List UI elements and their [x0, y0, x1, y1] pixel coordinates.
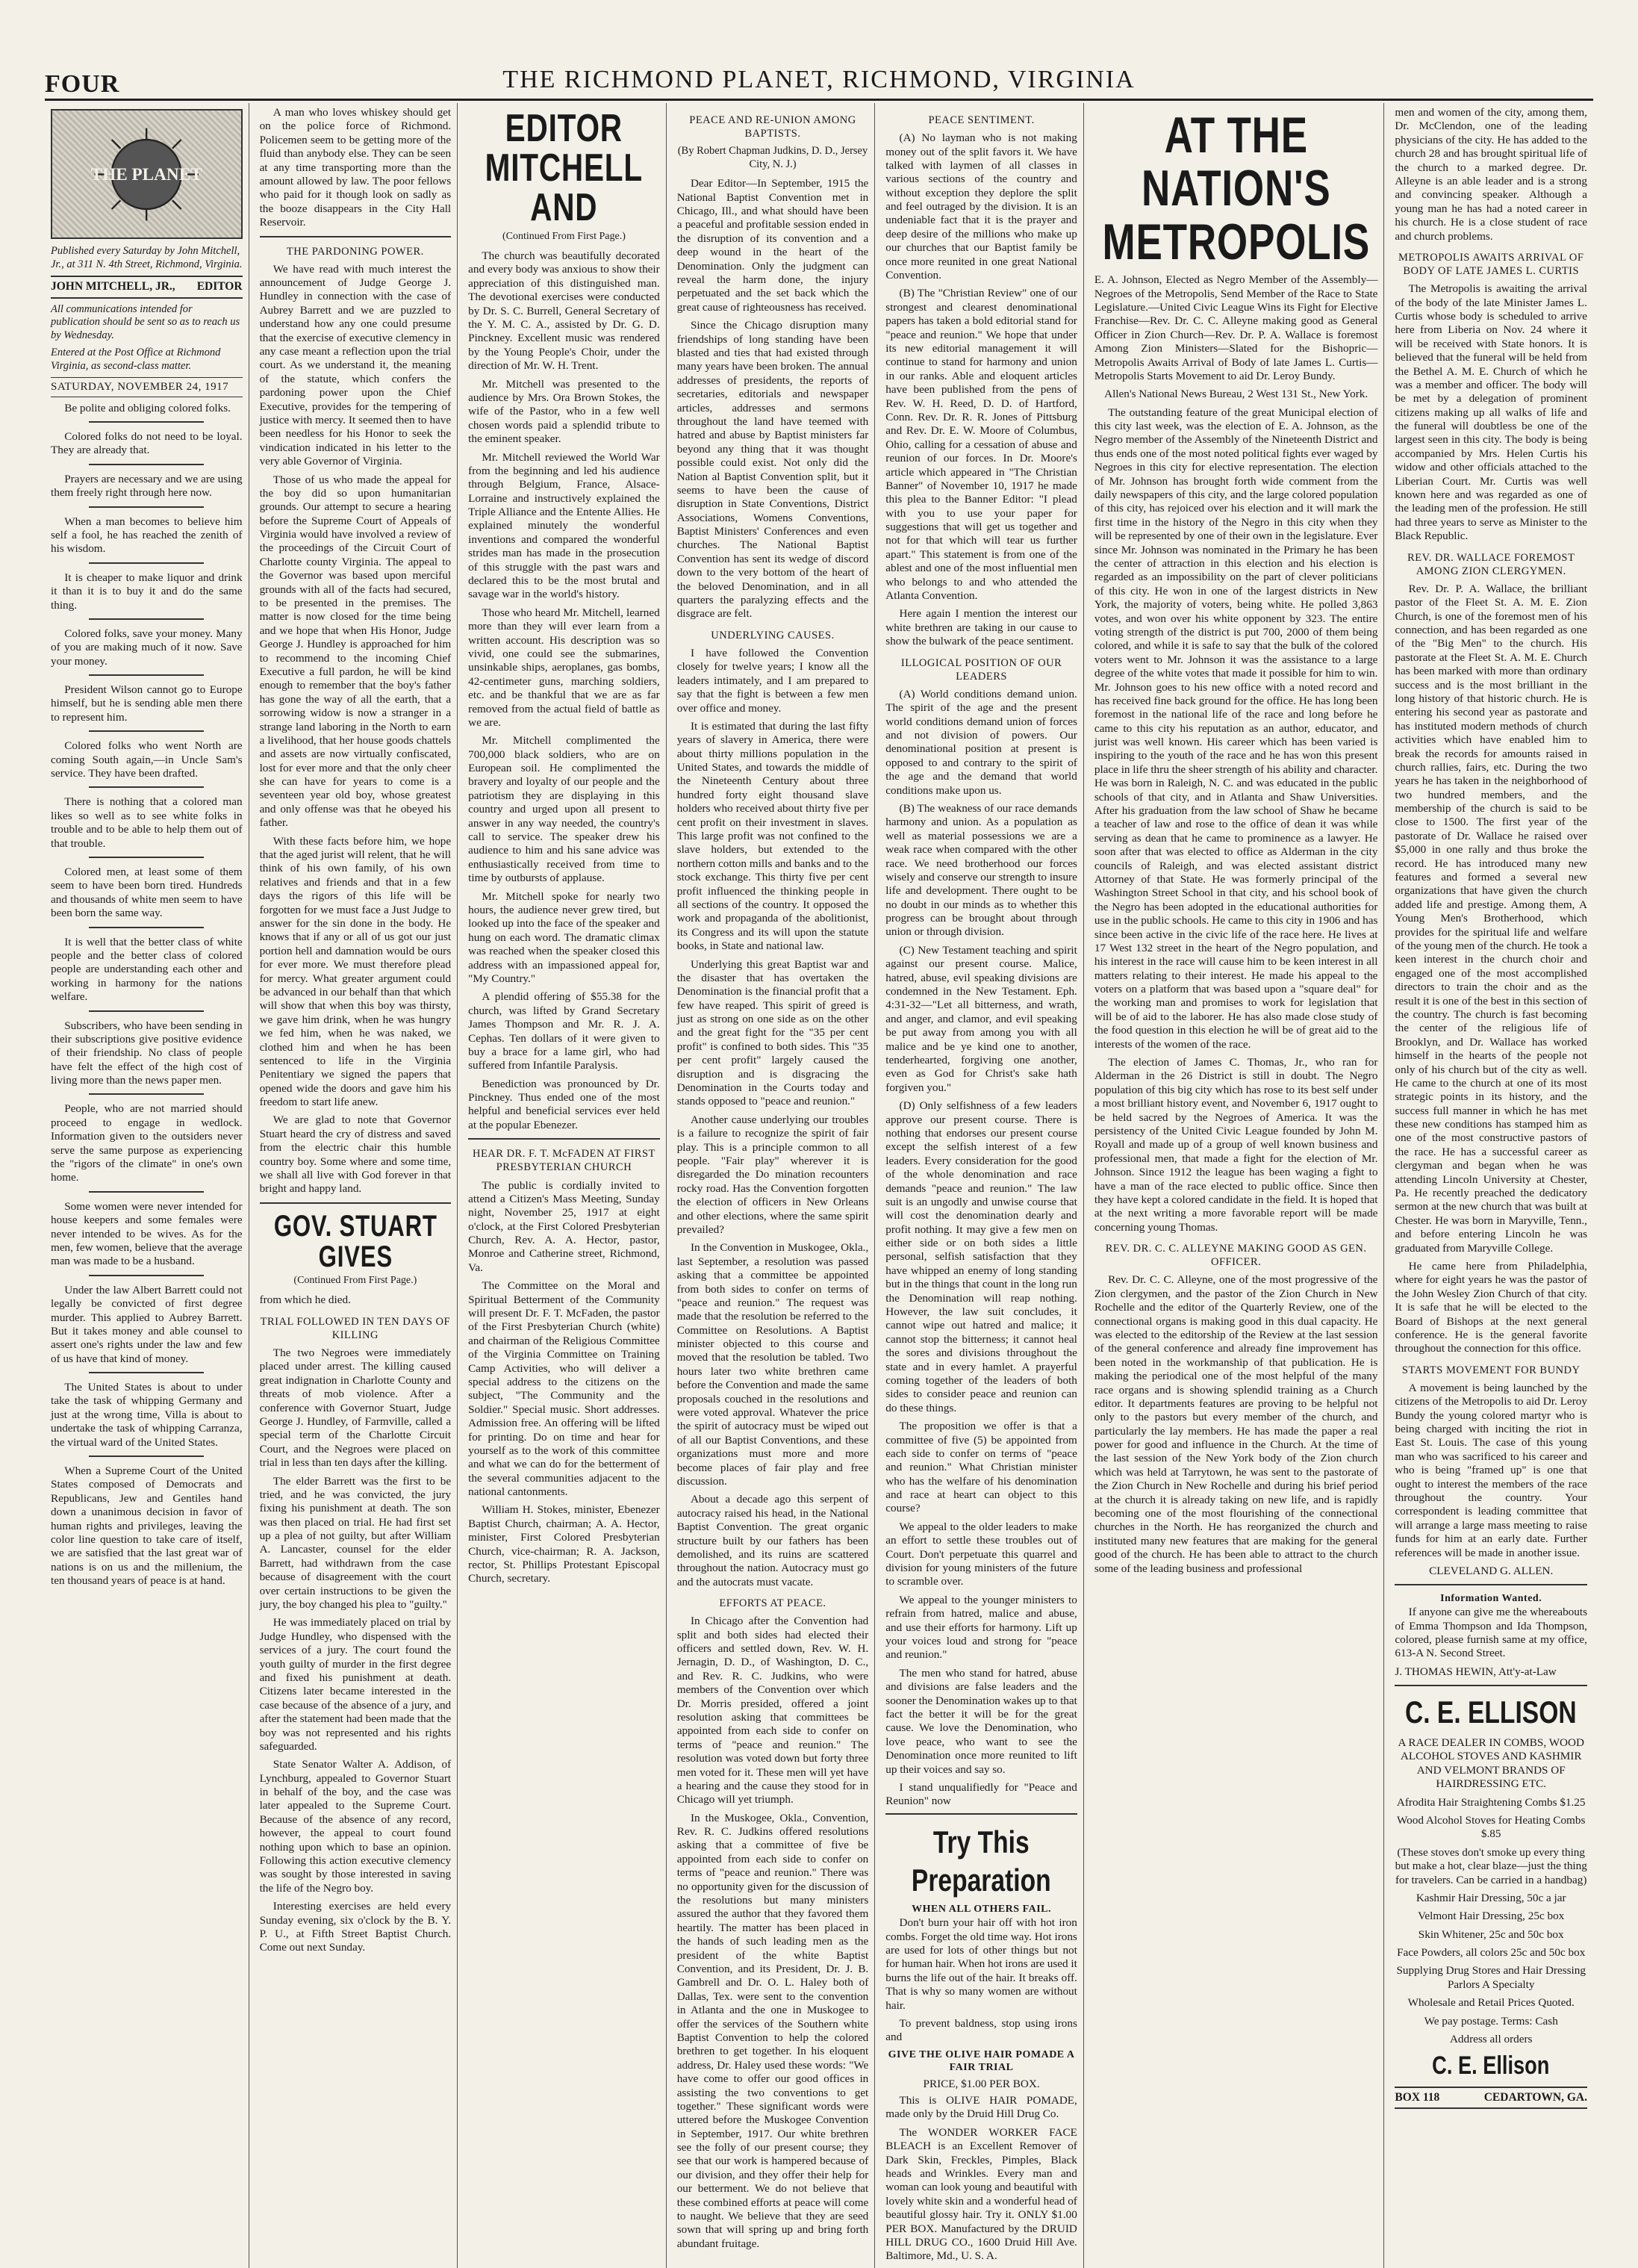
- mcfaden-heading: HEAR DR. F. T. McFADEN AT FIRST PRESBYTERIAN CHURCH: [472, 1148, 655, 1174]
- logo-text: THE PLANET: [90, 164, 202, 184]
- editorial-paragraph: Colored folks do not need to be loyal. They are already that.: [51, 430, 243, 457]
- divider: [468, 1138, 660, 1140]
- paragraph: This is OLIVE HAIR POMADE, made only by the Druid Hill Drug Co.: [885, 2094, 1077, 2121]
- metropolis-headline: AT THE NATION'S METROPOLIS: [1102, 107, 1370, 270]
- paragraph: (B) The weakness of our race demands harmony and union. As a population as well as material possessions we are a weak race when compared with the other race. We need brotherhood our forces wisely and conserve our strength to insure life and development. There ought to be no doubt in our minds as to whether this progress can be brought about through union or through division.: [885, 801, 1077, 939]
- efforts-heading: EFFORTS AT PEACE.: [719, 1597, 826, 1610]
- column-2: [254, 103, 458, 2268]
- divider: [89, 1455, 204, 1457]
- paragraph: Dear Editor—In September, 1915 the National Baptist Convention met in Chicago, Ill., and what should have been a peaceful and profitable session ended in the disruption of its convention and a deep wound in the heart of the Denomination. Only the judgment can reveal the harm done, the injury perpetuated and the set back which the great cause of righteousness has received.: [676, 177, 869, 314]
- editorial-paragraph: When a man becomes to believe him self a fool, he has reached the zenith of his wisdom.: [51, 515, 243, 556]
- publication-title: THE RICHMOND PLANET, RICHMOND, VIRGINIA: [502, 66, 1136, 93]
- metropolis-deck: E. A. Johnson, Elected as Negro Member of the Assembly—Negroes of the Metropolis, Send Member of the Race to State Legislature.—United Civic League Wins its Fight for Elective Franchise—Rev. Dr. C. C. Alleyne making good as General Officer in Zion Church—Rev. Dr. P. A. Wallace is foremost Among Zion Ministers—Slated for the Bishopric—Metropolis Awaits Arrival of Body of late James L. Curtis—Metropolis Starts Movement to aid Dr. Leroy Bundy.: [1094, 273, 1378, 382]
- ad-subtitle: WHEN ALL OTHERS FAIL.: [912, 1904, 1051, 1916]
- paragraph: Those who heard Mr. Mitchell, learned more than they will ever learn from a written account. His description was so vivid, one could see the submarines, unsinkable ships, aeroplanes, gas bombs, 42-centimeter guns, marching soldiers, etc. and be thankful that we are as far removed from the actual field of battle as we are.: [468, 606, 660, 729]
- paragraph: About a decade ago this serpent of autocracy raised his head, in the National Baptist Convention. The great organic structure built by our fathers has been demolished, and its ruins are scattered throughout the nation. Autocracy must go and the autocrats must vacate.: [676, 1493, 869, 1588]
- editorial-paragraph: Subscribers, who have been sending in their subscriptions give positive evidence of their friendship. No class of people have felt the effect of the high cost of living more than the news paper men.: [51, 1019, 243, 1087]
- column-7: [1389, 103, 1593, 2268]
- paragraph: Rev. Dr. C. C. Alleyne, one of the most progressive of the Zion clergymen, and the pastor of the Zion Church in New Rochelle and the editor of the Quarterly Review, one of the connectional organs is making good in this dual capacity. He was elected to the editorship of the Review at the last session of the general conference and already fine improvement has been noted in the workmanship of that publication. He is making the periodical one of the most helpful of the many race organs and is showing splendid training as a Church editor. It departments features are proving to be helpful not only to the pastors but every member of the church, and particularly the lay members. He has made the paper a real power for good and influence in the Church. At the time of the last session of the New York body of the Zion church which was held at Tarrytown, he was sent to the pastorate of the Zion Church in New Rochelle and during his brief period at the church it is already taking on new life, and is rapidly becoming one of the most flourishing of the connectional churches in the North. He has reorganized the church and instituted many new features that are making for the general good of the church. He has been able to attract to the church some of the leading business and professional: [1094, 1273, 1378, 1575]
- paragraph: The election of James C. Thomas, Jr., who ran for Alderman in the 26 District is still in doubt. The Negro population of this big city which has rose to its best self under a most brilliant history event, and November 6, 1917 ought to be held sacred by the Negroes of America. It was the persistency of the United Civic League founded by John M. Royall and made up of a group of well known business and professional men, that made a fight for the election of Mr. Johnson. Since 1912 the league has been waging a fight to have a man of the race elected to public office. Since then they have kept a colored candidate in the field. It is hoped that at the next writing a more favorable report will be made concerning young Thomas.: [1094, 1056, 1378, 1234]
- editorial-paragraph: Colored men, at least some of them seem to have been born tired. Hundreds and thousands of white men seem to have been born the same way.: [51, 865, 243, 920]
- paragraph: The men who stand for hatred, abuse and divisions are false leaders and the sooner the Denomination wakes up to that fact the better it will be for the great cause. We love the Denomination, who love peace, who want to see the Denomination once more reunited to lift up their voices and say so.: [885, 1666, 1077, 1776]
- ellison-signature: C. E. Ellison: [1432, 2051, 1550, 2081]
- gov-stuart-headline: GOV. STUART GIVES: [273, 1209, 437, 1273]
- ellison-ad-title: C. E. ELLISON: [1405, 1694, 1578, 1730]
- ad-title: Try This Preparation: [912, 1824, 1051, 1898]
- divider: [89, 786, 204, 788]
- alleyne-continued: men and women of the city, among them, Dr. McClendon, one of the leading physicians of the city. He has added to the church 28 and has brought spiritual life of the church to a marked degree. Dr. Alleyne is an able leader and is a strong and convincing speaker. Although a young man he has had a noted career in his church. He is a close student of race and church problems.: [1395, 106, 1587, 243]
- editor-mitchell-article: [468, 249, 660, 1132]
- trial-article: [260, 1346, 452, 1955]
- ad-price: PRICE, $1.00 PER BOX.: [923, 2077, 1040, 2090]
- divider: [89, 464, 204, 465]
- ad-line: A RACE DEALER IN COMBS, WOOD ALCOHOL STOVES AND KASHMIR AND VELMONT BRANDS OF HAIRDRESSING ETC.: [1398, 1736, 1584, 1791]
- ad-line: Supplying Drug Stores and Hair Dressing Parlors A Specialty: [1396, 1964, 1586, 1991]
- paragraph: In Chicago after the Convention had split and both sides had elected their officers and settled down, Rev. W. H. Jernagin, D. D., of Washington, D. C., and Rev. R. C. Judkins, who were members of the Convention over which Dr. Morris presided, offered a joint resolution asking that committees be appointed from each side to confer on terms of "peace and reunion." The resolution was voted down but forty three men voted for it. These men will yet have a hearing and the cause they stood for in Chicago will yet triumph.: [676, 1615, 869, 1806]
- paragraph: Mr. Mitchell was presented to the audience by Mrs. Ora Brown Stokes, the wife of the Pastor, who in a few well chosen words paid a splendid tribute to the eminent speaker.: [468, 377, 660, 446]
- gov-stuart-continued: (Continued From First Page.): [293, 1275, 417, 1287]
- divider: [89, 618, 204, 620]
- mcfaden-article: [468, 1179, 660, 1586]
- information-wanted-signature: J. THOMAS HEWIN, Att'y-at-Law: [1395, 1665, 1557, 1678]
- peace-sentiment-heading: PEACE SENTIMENT.: [928, 114, 1035, 126]
- editorial-paragraph: The United States is about to under take the task of whipping Germany and just at the wrong time, Villa is about to undertake the task of whipping Carranza, the virtual ward of the United States.: [51, 1381, 243, 1449]
- paragraph: Mr. Mitchell complimented the 700,000 black soldiers, who are on European soil. He complimented the bravery and loyalty of our people and the patriotism they are displaying in this country and urged upon all present to answer in any way needed, the country's call to service. The speaker drew his audience to him and his sane advice was enthusiastically received from time to time by outbursts of applause.: [468, 734, 660, 885]
- paragraph: A plendid offering of $55.38 for the church, was lifted by Grand Secretary James Thompson and Mr. R. J. A. Cephas. Ten dollars of it were given to buy a brace for a lame girl, who had suffered from Infantile Paralysis.: [468, 990, 660, 1072]
- paragraph: I have followed the Convention closely for twelve years; I know all the leaders intimately, and I am prepared to say that the fight is between a few men over office and money.: [676, 646, 869, 715]
- gov-stuart-cont-text: from which he died.: [259, 1293, 351, 1307]
- paragraph: To prevent baldness, stop using irons and: [885, 2016, 1077, 2044]
- paragraph: The proposition we offer is that a committee of five (5) be appointed from each side to confer on terms of "peace and reunion." What Christian minister who has the welfare of his denomination and race at heart can object to this course?: [885, 1420, 1077, 1515]
- curtis-heading: METROPOLIS AWAITS ARRIVAL OF BODY OF LATE JAMES L. CURTIS: [1398, 251, 1584, 278]
- paragraph: (D) Only selfishness of a few leaders approve our present course. There is nothing that endorses our present course except the selfish interest of a few leaders. Every consideration for the good of the whole denomination and race demands "peace and reunion." The law suit is an ungodly and unwise course that will cost the denomination dearly and profit nothing. It may give a few men on either side or on both sides a little personal, selfish satisfaction that they have whipped an enemy of long standing but in the things that count in the long run the Denomination will reap nothing. However, the law suit concludes, it cannot wipe out hatred and malice; it cannot stop the bitterness; it cannot heal the sores and divisions throughout the state and in every hamlet. A prayerful coming together of the leaders of both sides to consider peace and reunion can do these things.: [885, 1099, 1077, 1414]
- paragraph: State Senator Walter A. Addison, of Lynchburg, appealed to Governor Stuart in behalf of the boy, and the case was later appealed to the Supreme Court. Because of the absence of any record, however, the appeal to court found nothing upon which to base an opinion. Following this action executive clemency was sought by those interested in saving the life of the Negro boy.: [259, 1758, 452, 1895]
- ellison-ad-body: [1395, 1736, 1587, 2046]
- issue-date: SATURDAY, NOVEMBER 24, 1917: [51, 377, 243, 397]
- divider: [89, 1372, 204, 1373]
- curtis-text: The Metropolis is awaiting the arrival of the body of the late Minister James L. Curtis whose body is scheduled to arrive here from Liberia on Nov. 24 where it will be received with State honors. It is believed that the funeral will be held from the Bethel A. M. E. Church of which he was a member and officer. The body will be met by a delegation of prominent citizens making up all walks of life and the funeral will doubtless be one of the largest seen in this city. The body is being accompanied by Mrs. Helen Curtis his widow and other officials attached to the Liberian Court. Mr. Curtis was well known here and was regarded as one of the leading men of the profession. He still had three years to serve as Minister to the Black Republic.: [1395, 282, 1587, 543]
- ad-body-2: [885, 2094, 1077, 2264]
- planet-logo-art: [60, 117, 233, 232]
- underlying-causes-heading: UNDERLYING CAUSES.: [711, 629, 835, 641]
- alleyne-heading: REV. DR. C. C. ALLEYNE MAKING GOOD AS GEN. OFFICER.: [1105, 1243, 1367, 1269]
- editorial-paragraph: Some women were never intended for house keepers and some females were never intended to be wives. As for the men, few women, believe that the average man was made to be a husband.: [51, 1199, 243, 1268]
- divider: [89, 730, 204, 732]
- peace-reunion-byline: (By Robert Chapman Judkins, D. D., Jersey City, N. J.): [677, 145, 868, 170]
- communications-note: All communications intended for publication should be sent so as to reach us by Wednesday.: [51, 302, 240, 341]
- wallace-heading: REV. DR. WALLACE FOREMOST AMONG ZION CLERGYMEN.: [1407, 551, 1575, 577]
- peace-reunion-article: [677, 177, 869, 621]
- editorial-paragraphs: [51, 402, 243, 1588]
- column-6: [1089, 103, 1385, 2268]
- editorial-paragraph: It is cheaper to make liquor and drink it than it is to buy it and do the same thing.: [51, 571, 243, 612]
- divider: [89, 506, 204, 508]
- paragraph: Interesting exercises are held every Sunday evening, six o'clock by the B. Y. P. U., at Fifth Street Baptist Church. Come out next Sunday.: [259, 1900, 452, 1954]
- column-1: [45, 103, 249, 2268]
- hair-preparation-ad: [885, 1813, 1077, 2264]
- paragraph: He was immediately placed on trial by Judge Hundley, who dispensed with the services of a jury. The court found the youth guilty of murder in the first degree and fixed his punishment at death. Citizens later became interested in the case because of the absence of a jury, and after the statement had been made that the boy was not represented and his rights safeguarded.: [259, 1616, 452, 1753]
- ellison-address: [1395, 2087, 1587, 2110]
- divider: [89, 421, 204, 423]
- paragraph: (B) The "Christian Review" one of our strongest and clearest denominational papers has taken a bold editorial stand for "peace and reunion." We hope that under its new editorial management it will continue to stand for harmony and union in our ranks. Able and eloquent articles have been published from the pens of Rev. W. H. Reed, D. D. of Hartford, Conn. Rev. Dr. R. R. Jones of Pittsburg and Rev. Dr. E. W. Moore of Columbus, Ohio, calling for a cessation of abuse and reunion of our forces. In Dr. Moore's article which appeared in "The Christian Banner" of November 10, 1917 he made this plea to the Banner Editor: "I plead with you to use your paper for suggestions that will get us together and not for that which will tear us further apart." This statement is from one of the ablest and one of the most influential men who belongs to and who attended the Atlanta Convention.: [885, 287, 1077, 603]
- editorial-paragraph: Under the law Albert Barrett could not legally be convicted of first degree murder. This applied to Aubrey Barrett. But it takes money and able counsel to assert one's rights under the law and few of us have that kind of money.: [51, 1283, 243, 1365]
- ad-line: Wood Alcohol Stoves for Heating Combs $.85: [1397, 1813, 1586, 1841]
- paragraph: In the Convention in Muskogee, Okla., last September, a resolution was passed asking that a committee be appointed from both sides to confer on terms of "peace and reunion." The request was made that the resolution be referred to the Committee on Resolutions. A Baptist minister objected to this course and moved that the resolution be tabled. Two hours later two white brethren came before the Convention and made the same proposals couched in the resolutions and were voted approval. Whatever the price the spirit of autocracy must be wiped out of all our Baptist Conventions, and these organizations must more and more become places of fair play and free discussion.: [676, 1241, 869, 1488]
- column-5: [879, 103, 1084, 2268]
- correspondent-signature: CLEVELAND G. ALLEN.: [1429, 1564, 1554, 1577]
- divider: [260, 1202, 452, 1204]
- ad-line: Address all orders: [1449, 2033, 1533, 2046]
- paragraph: The two Negroes were immediately placed under arrest. The killing caused great indignation in Charlotte County and threats of mob violence. After a conference with Governor Stuart, Judge George J. Hundley, of Farmville, called a special term of the Charlotte Circuit Court, and the Negroes were placed on trial in less than ten days after the killing.: [259, 1346, 452, 1470]
- divider: [1395, 1685, 1587, 1686]
- ad-give-line: GIVE THE OLIVE HAIR POMADE A FAIR TRIAL: [888, 2048, 1075, 2073]
- paragraph: We have read with much interest the announcement of Judge George J. Hundley in connection with the case of Aubrey Barrett and we are puzzled to understand how any one could presume that the exercise of executive clemency in any case meant a reflection upon the trial court. As we understand it, the meaning of the statute, which confers the pardoning power upon the Chief Executive, provides for the tempering of justice with mercy. It seemed then to have been needless for his Honor to seek the vindication indicated in his letter to the very able Governor of Virginia.: [259, 262, 452, 468]
- paragraph: We appeal to the younger ministers to refrain from hatred, malice and abuse, and use their efforts for harmony. Lift up your voices loud and strong for "peace and reunion.": [885, 1593, 1077, 1662]
- metropolis-article: [1094, 406, 1378, 1234]
- publication-info: Published every Saturday by John Mitchell, Jr., at 311 N. 4th Street, Richmond, Virginia.: [51, 245, 243, 270]
- divider: [89, 1191, 204, 1193]
- wallace-text: Rev. Dr. P. A. Wallace, the brilliant pastor of the Fleet St. A. M. E. Zion Church, is one of the foremost men of his connection, and has been regarded as one of the "Big Men" to the church. His pastorate at the Fleet St. A. M. E. Church has been marked with more than ordinary success and is the most brilliant in the long history of that historic church. He is entering his second year as pastorate and has instituted modern methods of church activities which have enabled him to break the records for amounts raised in church rallies, fairs, etc. During the two years he has taken in the neighborhood of two hundred members, and the membership of the church is said to be close to 1500. The first year of the pastorate of Dr. Wallace he raised over $5,000 in one rally and thus broke the record. He has introduced many new features and formed a several new organizations that have given the church added life and prestige. Among them, A Young Men's Brotherhood, which provides for the spiritual life and welfare of the young men of the church. He took a keen interest in the church choir and engaged one of the most accomplished directors to train the choir and as the result it is one of the best in this section of the country. The church is fast becoming the center of the religious life of Brooklyn, and Dr. Wallace has worked himself in the hearts of the people not only of his church but of the city as well. He came to the church at one of its most strategic points in its history, and the success full manner in which he has met these new conditions has stamped him as one of the most constructive pastors of the race. He has a successful career as clergyman and began when he was attending Lincoln University at Chester, Pa. He recently preached the dedicatory sermon at the new church that was built at Chester. He was born in Maryville, Tenn., and before entering Lincoln he was graduated from Maryville College.: [1395, 582, 1587, 1255]
- ad-line: Velmont Hair Dressing, 25c box: [1418, 1910, 1565, 1923]
- whiskey-paragraph: A man who loves whiskey should get on the police force of Richmond. Policemen seem to be getting more of the fluid than anybody else. They can be seen at any time transporting more than the amount allowed by law. The poor fellows who paid for it though look on sadly as the booze disappears in the City Hall Reservoir.: [259, 106, 452, 229]
- divider: [89, 927, 204, 928]
- ad-line: Kashmir Hair Dressing, 50c a jar: [1416, 1891, 1566, 1904]
- paragraph: The outstanding feature of the great Municipal election of this city last week, was the election of E. A. Johnson, as the Negro member of the Assembly of the Nineteenth District and thus ends one of the most noted political fights ever waged by Negroes in this city for elective representation. The election of Mr. Johnson has brought forth wide comment from the daily newspapers of this city, and the large colored population of this city, has rejoiced over his election and it will mark the first time in the history of the Negro in this city when they will be represented by one of their own in the legislature. Ever since Mr. Johnson was nominated in the Primary he has been the center of attraction in this election and his election is regarded as an impossibility on the part of clever politicians of this city. He won in one of the largest districts in New York, the majority of voters, being white. He polled 3,863 votes, and won over his white opponent by 323. The entire voting strength of the district is put 700, 2000 of them being colored, and while it is safe to say that the bulk of the colored voters went to Mr. Johnson it was the assistance to a large degree of the white votes that made it possible for him to win. Mr. Johnson goes to his new office with a noted record and has received fine back ground for the office. He has long been foremost in the national life of the race and long before he came to this city his reputation as an author, educator, and jurist was well known. His career which has been varied is inspiring to the youth of the race and he has won this present place in life thru the sheer strength of his ability and character. He was born in Raleigh, N. C. and was educated in the public schools of that city, and in Atlanta and Shaw Universities. After his graduation from the law school of Shaw he became a teacher of law and rose to the office of dean it was while serving as dean that he came to prominence as a lawyer. He soon after that was elected to office as Alderman in the city councils of Raleigh, and was elected assistant district Attorney of that State. He was formerly principal of the Washington Street School in that city, and his school book of the Negro has been adopted in the educational authorities for use in the public schools. He came to this city in 1906 and has since been active in the civic life of the race here. He lives at 17 West 132 street in the heart of the Negro population, and his interest in the race will cause him to be keen interest in all matters relating to their interest. He made his appeal to the voters on a platform that was based upon a "square deal" for the working man and promises to work for legislation that will be of aid to the laborer. He has also made close study of the food question in this election he will be of great aid to the interests of the women of the race.: [1094, 406, 1378, 1051]
- information-wanted-heading: Information Wanted.: [1440, 1593, 1542, 1605]
- paragraph: With these facts before him, we hope that the aged jurist will relent, that he will think of his own family, of his own relatives and friends and that in a few days the rigors of this life will be forgotten for we must face a Just Judge to answer for the sin done in the body. He knows that if any or all of us got our just portion hell and damnation would be ours for ever more. We must therefore plead for mercy. What greater argument could be advanced in our behalf than that which will show that when this boy was thirsty, we gave him drink, when he was hungry we fed him, when he was naked, we clothed him and when he has been sentenced to life in the Virginia Penitentiary we signed the papers that opened wide the doors and gave him his freedom to start life anew.: [259, 834, 452, 1109]
- masthead: [45, 60, 1593, 101]
- column-3: [462, 103, 667, 2268]
- ad-line: Afrodita Hair Straightening Combs $1.25: [1396, 1795, 1586, 1809]
- paragraph: (A) World conditions demand union. The spirit of the age and the present world conditions demand union of forces and not division of powers. Our denominational position at present is opposed to and contrary to the spirit of the age and the demand that world conditions make upon us.: [885, 687, 1077, 797]
- editorial-paragraph: Colored folks, save your money. Many of you are making much of it now. Save your money.: [51, 627, 243, 668]
- paragraph: I stand unqualifiedly for "Peace and Reunion" now: [885, 1780, 1077, 1808]
- planet-logo: [51, 109, 243, 239]
- information-wanted-text: If anyone can give me the whereabouts of Emma Thompson and Ida Thompson, colored, please furnish same at my office, 613-A N. Second Street.: [1395, 1606, 1587, 1660]
- news-bureau: Allen's National News Bureau, 2 West 131 St., New York.: [1104, 388, 1368, 401]
- divider: [260, 236, 452, 237]
- ad-line: Skin Whitener, 25c and 50c box: [1418, 1927, 1564, 1941]
- ellison-city: CEDARTOWN, GA.: [1483, 2090, 1587, 2104]
- pardoning-power-article: [260, 263, 452, 1196]
- ad-body: [885, 1916, 1077, 2045]
- ad-line: Face Powders, all colors 25c and 50c box: [1397, 1946, 1586, 1960]
- ad-line: We pay postage. Terms: Cash: [1424, 2014, 1558, 2028]
- ellison-box: BOX 118: [1395, 2090, 1440, 2104]
- bundy-text: A movement is being launched by the citizens of the Metropolis to aid Dr. Leroy Bundy the young colored martyr who is being charged with inciting the riot in East St. Louis. The case of this young man who was sacrificed to his career and who is being "framed up" is one that ought to interest the members of the race throughout the country. Your correspondent is leading committee that will arrange a large mass meeting to raise funds for him at an early date. Further references will be made in another issue.: [1395, 1381, 1587, 1559]
- ad-line: (These stoves don't smoke up every thing but make a hot, clear blaze—just the thing for travelers. Can be carried in a handbag): [1395, 1845, 1587, 1886]
- trial-heading: TRIAL FOLLOWED IN TEN DAYS OF KILLING: [260, 1315, 451, 1341]
- editor-title: EDITOR: [196, 280, 243, 293]
- bundy-heading: STARTS MOVEMENT FOR BUNDY: [1401, 1364, 1581, 1376]
- entered-note: Entered at the Post Office at Richmond Virginia, as second-class matter.: [51, 347, 221, 372]
- paragraph: The WONDER WORKER FACE BLEACH is an Excellent Remover of Dark Skin, Freckles, Pimples, Black heads and Wrinkles. Every man and woman can look young and beautiful with lovely white skin and a wonderful head of beautiful glossy hair. Try it. ONLY $1.00 PER BOX. Manufactured by the DRUID HILL DRUG CO., 1600 Druid Hill Ave. Baltimore, Md., U. S. A.: [885, 2125, 1077, 2263]
- alleyne-article: [1094, 1273, 1378, 1576]
- paragraph: We are glad to note that Governor Stuart heard the cry of distress and saved from the electric chair this humble country boy. Some where and some time, we shall all live with God forever in that bright and happy land.: [259, 1113, 452, 1196]
- illogical-position-text: [885, 688, 1077, 1809]
- paragraph: Another cause underlying our troubles is a failure to recognize the spirit of fair play. This is a principle common to all people. "Fair play" wherever it is disregarded the Do mination recounters rocky road. Has the Convention forgotten the election of officers in New Orleans and other elections, where the same spirit prevailed?: [676, 1113, 869, 1236]
- divider: [89, 562, 204, 564]
- divider: [1395, 1584, 1587, 1585]
- paragraph: Here again I mention the interest our white brethren are taking in our cause to show the bulwark of the peace sentiment.: [885, 607, 1077, 648]
- paragraph: We appeal to the older leaders to make an effort to settle these troubles out of Court. Don't perpetuate this quarrel and division for young ministers of the future to scramble over.: [885, 1520, 1077, 1588]
- divider: [89, 1093, 204, 1095]
- ad-line: Wholesale and Retail Prices Quoted.: [1407, 1996, 1575, 2010]
- editorial-paragraph: People, who are not married should proceed to engage in wedlock. Information given to the outsiders never serve the same purpose as experiencing the "rigors of the climate" in one's own home.: [51, 1102, 243, 1184]
- editorial-paragraph: Prayers are necessary and we are using them freely right through here now.: [51, 472, 243, 500]
- paragraph: In the Muskogee, Okla., Convention, Rev. R. C. Judkins offered resolutions asking that a committee of five be appointed from each side to confer on terms of "peace and reunion." There was no opportunity given for the discussion of the resolutions but many ministers assured the author that they favored them heartily. The matter has been placed in the hands of such leading men as the president of the white Baptist Convention, and its President, Dr. J. B. Gambrell and Dr. O. L. Haley both of Dallas, Tex. were sent to the convention in Atlanta and the one in Muskogee to offer the services of the Southern white Baptist Convention to help the colored brethren to get together. In his eloquent address, Dr. Haley used these words: "We have come to offer our good offices in assisting the two conventions to get together." These significant words were uttered before the Muskogee Convention in September, 1917. Our white brethren see the folly of our present course; they see that our work is hampered because of our division, and they offer their help for our betterment. We do not believe that these combined efforts at peace will come to naught. We believe that they are seed sown that will spring up and bring forth abundant fruitage.: [676, 1811, 869, 2250]
- underlying-causes-text: [677, 647, 869, 1589]
- illogical-position-heading: ILLOGICAL POSITION OF OUR LEADERS: [900, 656, 1062, 683]
- editorial-paragraph: Colored folks who went North are coming South again,—in Uncle Sam's service. They have been drafted.: [51, 739, 243, 780]
- paragraph: It is estimated that during the last fifty years of slavery in America, there were about thirty millions population in the United States, and towards the middle of the Nineteenth Century about three hundred forty eight thousand slave holders who received about thirty five per cent profit on their investment in slaves. This large profit was not confined to the slave holders, but extended to the northern cotton mills and banks and to the stock exchange. This thirty five per cent profit influenced the thinking people in all sections of the country. It opposed the work and propaganda of the abolitionist, its Congress and its will upon the statute books, in State and national law.: [676, 719, 869, 953]
- paragraph: (C) New Testament teaching and spirit against our present course. Malice, hatred, abuse, evil speaking divisions are condemned in the New Testament. Eph. 4:31-32—"Let all bitterness, and wrath, and anger, and clamor, and evil speaking be put away from among you with all malice and be ye kind one to another, tenderhearted, forgiving one another, even as God for Christ's sake hath forgiven you.": [885, 943, 1077, 1094]
- peace-reunion-heading: PEACE AND RE-UNION AMONG BAPTISTS.: [689, 114, 856, 140]
- editorial-paragraph: President Wilson cannot go to Europe himself, but he is sending able men there to represent him.: [51, 683, 243, 724]
- paragraph: Mr. Mitchell reviewed the World War from the beginning and led his audience through Belgium, France, Alsace-Lorraine and instructively explained the Triple Alliance and the Entente Allies. He explained minutely the wonderful inventions and compared the wonderful strides man has made in the prosecution of this struggle with the past wars and declared this to be the most brutal and savage war in the world's history.: [468, 450, 660, 601]
- editorial-paragraph: It is well that the better class of white people and the better class of colored people are understanding each other and working in harmony for the nations welfare.: [51, 935, 243, 1004]
- editor-name: JOHN MITCHELL, JR.,: [51, 280, 175, 293]
- pardoning-power-heading: THE PARDONING POWER.: [286, 245, 424, 258]
- columns: [45, 103, 1593, 2263]
- paragraph: The Committee on the Moral and Spiritual Betterment of the Community will present Dr. F. T. McFaden, the pastor of the First Presbyterian Church (white) and chairman of the Religious Committee of the Virginia Committee on Training Camp Activities, who will deliver a special address to the citizens on the subject, "The Community and the Soldier." Special music. Short addresses. Admission free. An offering will be lifted for printing. Do on time and hear for yourself as to the work of this committee and what we can do for the betterment of the several communities adjacent to the national cantonments.: [468, 1279, 660, 1499]
- paragraph: William H. Stokes, minister, Ebenezer Baptist Church, chairman; A. A. Hector, minister, First Colored Presbyterian Church, vice-chairman; R. A. Jackson, rector, St. Phillips Protestant Episcopal Church, secretary.: [468, 1503, 660, 1585]
- divider: [89, 674, 204, 676]
- paragraph: The public is cordially invited to attend a Citizen's Mass Meeting, Sunday night, November 25, 1917 at eight o'clock, at the First Colored Presbyterian Church, Rev. A. A. Hector, pastor, Monroe and Catherine street, Richmond, Va.: [468, 1178, 660, 1274]
- editor-line: [51, 276, 243, 299]
- peace-sentiment-text: [885, 131, 1077, 648]
- paragraph: Underlying this great Baptist war and the disaster that has overtaken the Denomination is the financial profit that a few have reaped. This spirit of greed is just as strong on one side as on the other and the great fight for the "35 per cent profit" is confined to both sides. This "35 per cent profit" largely caused the disruption and is disgracing the Denomination in the Courts today and stands opposed to "peace and reunion.": [676, 957, 869, 1108]
- divider: [89, 857, 204, 858]
- paragraph: Don't burn your hair off with hot iron combs. Forget the old time way. Hot irons are used for lots of other things but not for human hair. When hot irons are used it burns the life out of the hair. It breaks off. That is why so many women are without hair.: [885, 1916, 1077, 2012]
- paragraph: Benediction was pronounced by Dr. Pinckney. Thus ended one of the most helpful and beneficial services ever held at the popular Ebenezer.: [468, 1077, 660, 1131]
- column-4: [671, 103, 876, 2268]
- paragraph: Those of us who made the appeal for the boy did so upon humanitarian grounds. Our attempt to secure a hearing before the Supreme Court of Appeals of Virginia would have involved a review of the proceedings of the Circuit Court of Charlotte county Virginia. The appeal to the Governor was based upon merciful grounds with all of the facts had secured, to be presented in the premises. The matter is now closed for the time being and we hope that when His Honor, Judge George J. Hundley is approached for him to recommend to the incoming Chief Executive a full pardon, he will be kind enough to remember that the boy's father has gone the way of all the earth, that a sorrowing widow is now a stranger in a strange land laboring in the North to earn a livelihood, that her house goods chattels and assets are now virtually confiscated, lost for ever more and that the only cheer she can have for years to come is a seventeen year old boy, whose greatest and only offense was that he obeyed his father.: [259, 473, 452, 830]
- paragraph: Since the Chicago disruption many friendships of long standing have been blasted and ties that had existed through many years have been broken. The annual addresses of presidents, the reports of secretaries, editorials and newspaper articles, addresses and sermons throughout the land have teemed with hatred and abuse by Baptist ministers far beyond any thing that it was thought possible could exist. Not only did the Nation al Baptist Convention split, but it seems to have been the cause of disruption in State Conventions, District Associations, Womens Conventions, Baptist Ministers' Conferences and even churches. The National Baptist Convention has sent its wedge of discord down to the very bottom of the heart of the beloved Denomination, and in all quarters the paralyzing effects and the disgrace are felt.: [676, 319, 869, 621]
- page-number: FOUR: [45, 70, 120, 98]
- editor-mitchell-headline: EDITOR MITCHELL AND: [485, 107, 644, 230]
- editorial-paragraph: Be polite and obliging colored folks.: [64, 401, 231, 414]
- editorial-paragraph: There is nothing that a colored man likes so well as to see white folks in trouble and to be able to help them out of that trouble.: [51, 795, 243, 850]
- paragraph: (A) No layman who is not making money out of the split favors it. We have talked with laymen of all classes in various sections of the country and without exception they deplore the split and feel outraged by the division. It is an undeniable fact that it is the prayer and deep desire of the millions who make up our churches that our Baptist family be once more reunited in one great National Convention.: [885, 131, 1077, 282]
- divider: [89, 1275, 204, 1276]
- editor-mitchell-continued: (Continued From First Page.): [502, 231, 626, 243]
- paragraph: The church was beautifully decorated and every body was anxious to show their appreciation of this distinguished man. The devotional exercises were conducted by Dr. S. C. Burrell, General Secretary of the Y. M. C. A., assisted by Dr. G. D. Pinckney. Excellent music was rendered by the Young People's Choir, under the direction of Mr. W. H. Trent.: [468, 249, 660, 373]
- wallace-text-2: He came here from Philadelphia, where for eight years he was the pastor of the John Wesley Zion Church of that city. It is safe that he will be elected to the Board of Bishops at the next general conference. He is the general favorite throughout the connection for this office.: [1395, 1259, 1587, 1355]
- divider: [89, 1010, 204, 1012]
- paragraph: The elder Barrett was the first to be tried, and he was convicted, the jury fixing his punishment at death. The son was then placed on trial. He had first set up a plea of not guilty, but after William A. Lancaster, counsel for the elder Barrett, had withdrawn from the case because of disagreement with the court over certain instructions to be given the jury, the boy changed his plea to "guilty.": [259, 1474, 452, 1612]
- editorial-paragraph: When a Supreme Court of the United States composed of Democrats and Republicans, Jew and Gentiles hand down a unanimous decision in favor of human rights and privileges, leaving the color line question to take care of itself, we are satisfied that the last great war of nations is on us and the millenium, the ten thousand years of peace is at hand.: [51, 1464, 243, 1588]
- paragraph: Mr. Mitchell spoke for nearly two hours, the audience never grew tired, but looked up into the face of the speaker and hung on each word. The dramatic climax was reached when the speaker closed this address with an impassioned appeal for, "My Country.": [468, 889, 660, 985]
- efforts-text: [677, 1615, 869, 2251]
